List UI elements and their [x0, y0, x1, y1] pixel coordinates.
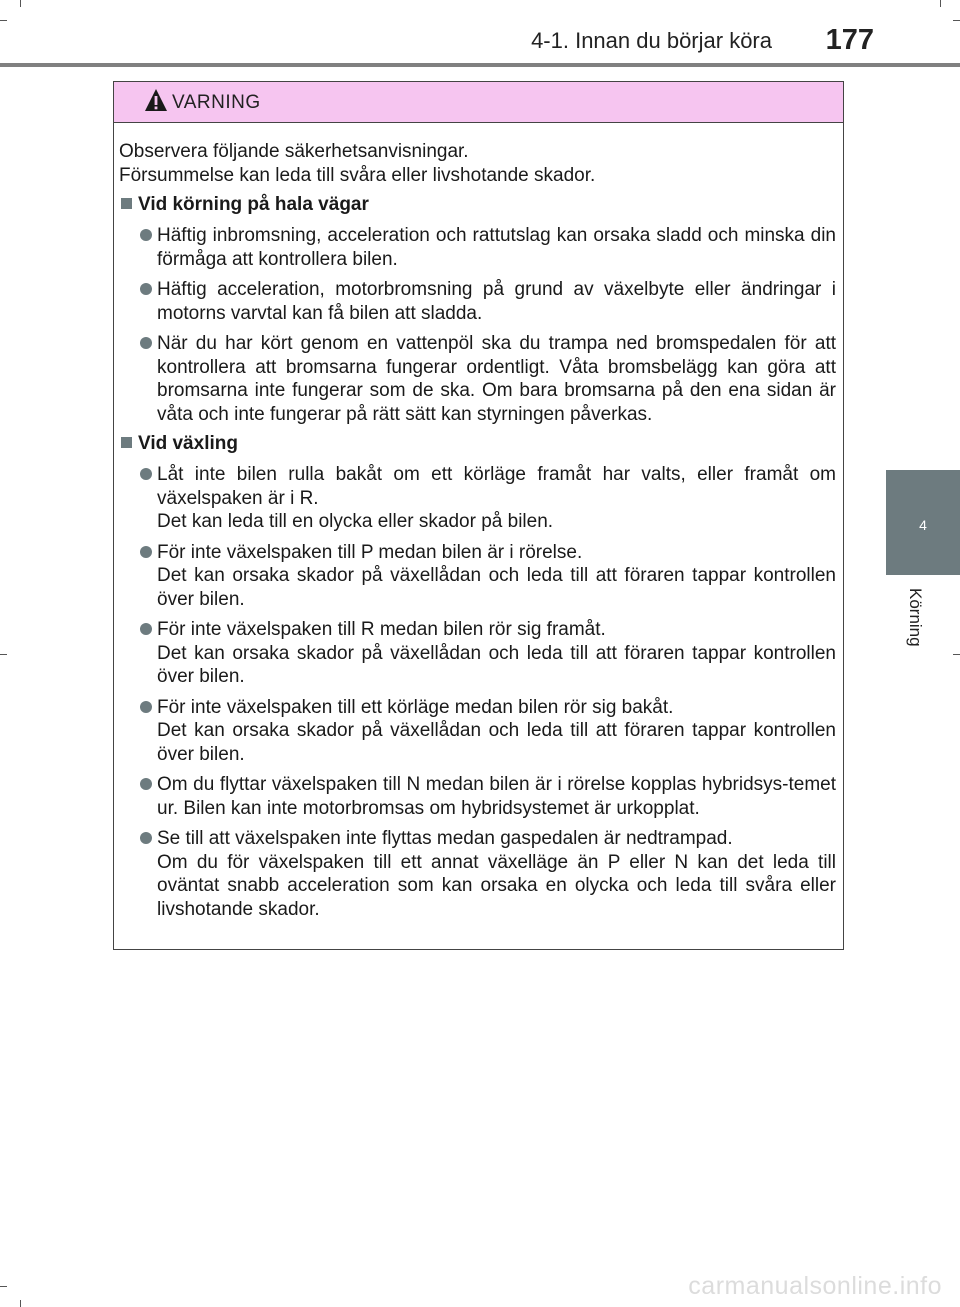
header-rule: [0, 63, 960, 67]
square-bullet-icon: [121, 198, 132, 209]
crop-mark: [0, 1286, 7, 1287]
list-item: [119, 618, 836, 689]
item-text: Om du flyttar växelspaken till N medan bilen är i rörelse kopplas hybridsys-temet ur. Bilen kan inte motorbromsas om hybridsystemet är urkopplat.: [157, 774, 836, 819]
warning-body: [119, 140, 836, 921]
chapter-number: 4: [919, 517, 927, 533]
list-item: [119, 696, 836, 767]
list-item: [119, 224, 836, 271]
warning-title: VARNING: [172, 92, 261, 113]
item-text: För inte växelspaken till R medan bilen rör sig framåt.: [157, 619, 606, 640]
item-text: Häftig inbromsning, acceleration och rattutslag kan orsaka sladd och minska din förmåga att kontrollera bilen.: [157, 225, 836, 270]
list-item: [119, 773, 836, 820]
circle-bullet-icon: [140, 337, 152, 349]
item-text: Det kan orsaka skador på växellådan och leda till att föraren tappar kontrollen över bilen.: [157, 565, 836, 610]
item-text: Se till att växelspaken inte flyttas medan gaspedalen är nedtrampad.: [157, 828, 733, 849]
page-number: 177: [825, 24, 874, 56]
item-text: För inte växelspaken till P medan bilen är i rörelse.: [157, 541, 583, 563]
section-slippery-roads: [119, 193, 836, 426]
warning-header: [114, 82, 843, 123]
intro-line: Observera följande säkerhetsanvisningar.: [119, 141, 469, 162]
chapter-tab: [886, 470, 960, 575]
item-text: Låt inte bilen rulla bakåt om ett körläge framåt har valts, eller framåt om växelspaken är i R.: [157, 464, 836, 509]
circle-bullet-icon: [140, 283, 152, 295]
warning-intro: [119, 140, 836, 187]
square-bullet-icon: [121, 437, 132, 448]
circle-bullet-icon: [140, 468, 152, 480]
crop-mark: [0, 654, 7, 655]
list-item: [119, 278, 836, 325]
section-heading: [119, 193, 836, 217]
item-text: Det kan orsaka skador på växellådan och leda till att föraren tappar kontrollen över bilen.: [157, 720, 836, 765]
circle-bullet-icon: [140, 623, 152, 635]
item-text: För inte växelspaken till ett körläge medan bilen rör sig bakåt.: [157, 696, 674, 718]
crop-mark: [953, 20, 960, 21]
list-item: [119, 827, 836, 921]
header-title: 4-1. Innan du börjar köra: [531, 28, 772, 53]
circle-bullet-icon: [140, 701, 152, 713]
item-text: När du har kört genom en vattenpöl ska du trampa ned bromspedalen för att kontrollera att bromsarna fungerar ordentligt. Våta bromsbelägg kan göra att bromsarna inte fungerar som de ska. Om bara bromsarna på den ena sidan är våta och inte fungerar på rätt sätt kan styrningen påverkas.: [157, 333, 836, 425]
circle-bullet-icon: [140, 832, 152, 844]
list-item: [119, 332, 836, 426]
circle-bullet-icon: [140, 229, 152, 241]
crop-mark: [0, 20, 7, 21]
intro-line: Försummelse kan leda till svåra eller livshotande skador.: [119, 164, 596, 186]
item-text: Det kan leda till en olycka eller skador på bilen.: [157, 511, 554, 532]
warning-triangle-icon: [144, 88, 168, 117]
section-heading: [119, 432, 836, 456]
crop-mark: [940, 0, 941, 7]
circle-bullet-icon: [140, 778, 152, 790]
section-shifting: [119, 432, 836, 921]
warning-box: [113, 81, 844, 950]
crop-mark: [953, 654, 960, 655]
list-item: [119, 541, 836, 612]
watermark: carmanualsonline.info: [688, 1272, 942, 1300]
circle-bullet-icon: [140, 546, 152, 558]
chapter-label: Körning: [906, 588, 925, 647]
item-text: Om du för växelspaken till ett annat växelläge än P eller N kan det leda till oväntat snabb acceleration som kan orsaka en olycka och leda till svåra eller livshotande skador.: [157, 851, 836, 920]
section-heading-text: Vid växling: [138, 433, 238, 454]
list-item: [119, 463, 836, 534]
item-text: Häftig acceleration, motorbromsning på grund av växelbyte eller ändringar i motorns varvtal kan få bilen att sladda.: [157, 279, 836, 324]
crop-mark: [20, 1300, 21, 1307]
crop-mark: [20, 0, 21, 7]
item-text: Det kan orsaka skador på växellådan och leda till att föraren tappar kontrollen över bilen.: [157, 642, 836, 687]
section-heading-text: Vid körning på hala vägar: [138, 194, 369, 215]
